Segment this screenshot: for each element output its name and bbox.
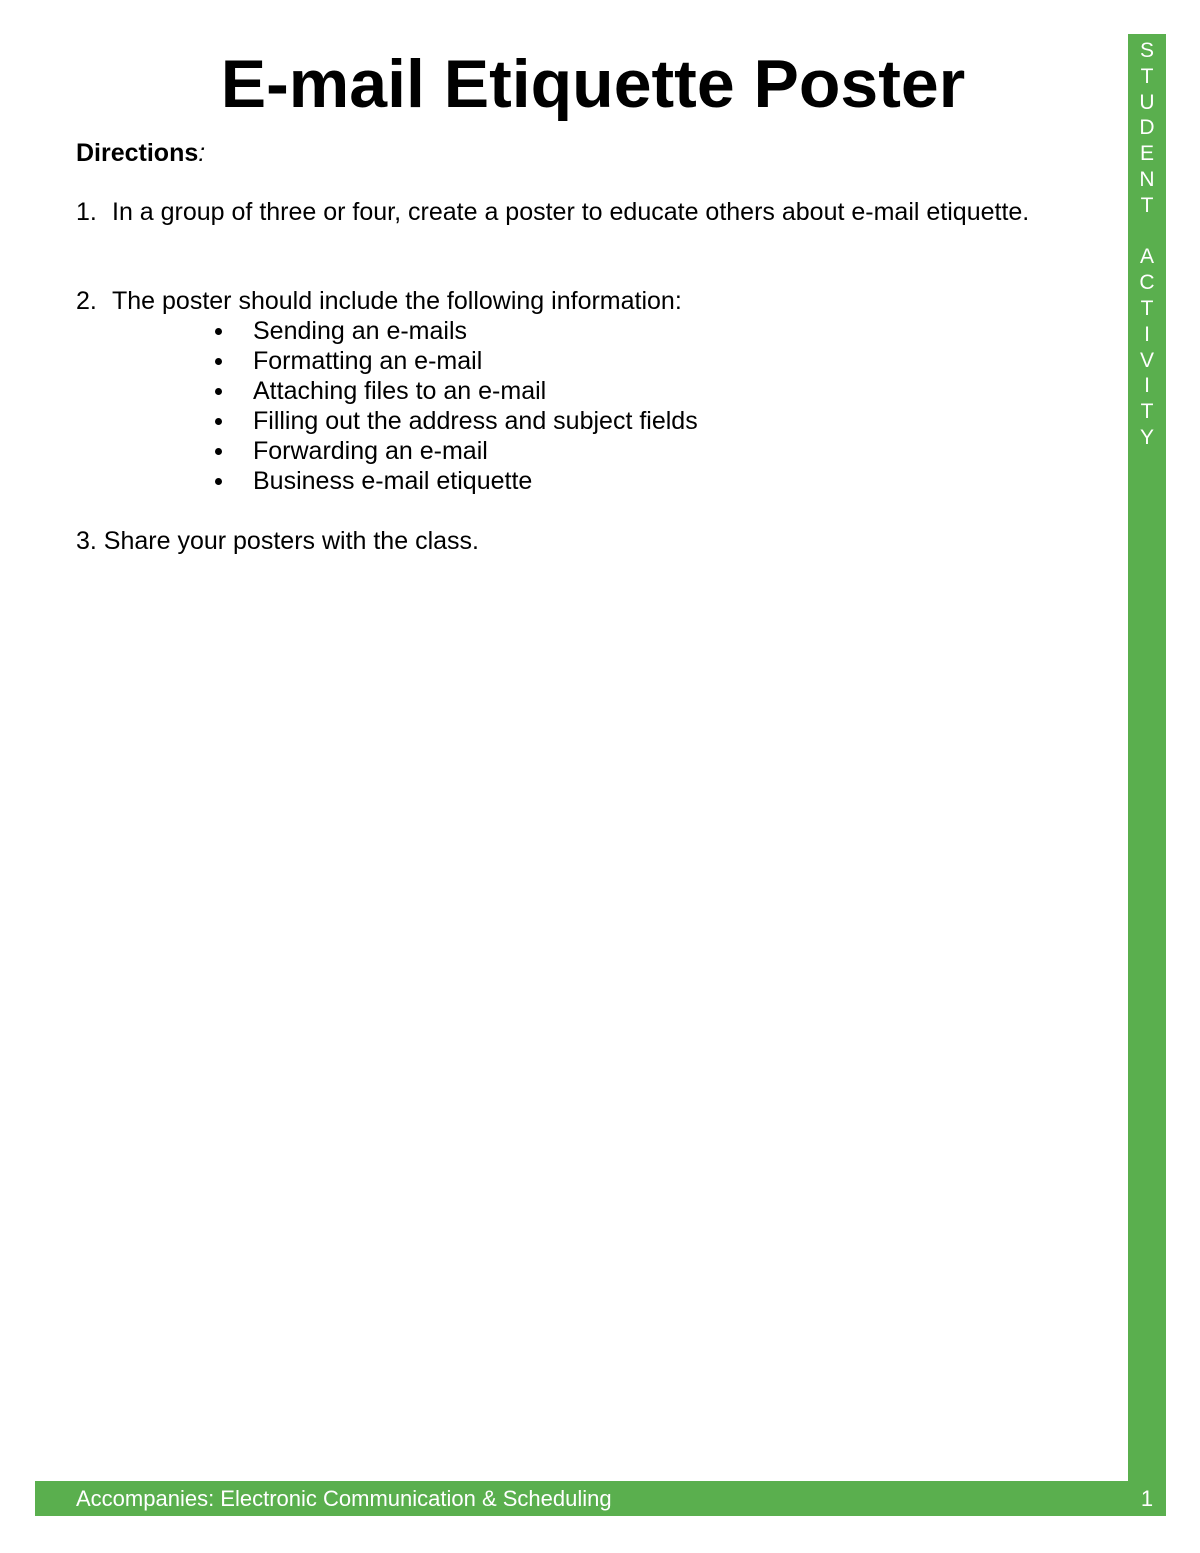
sidebar-letter: T xyxy=(1140,193,1154,217)
list-item xyxy=(210,376,698,406)
list-item xyxy=(210,316,698,346)
page-number: 1 xyxy=(1140,1486,1154,1511)
footer-text: Accompanies: Electronic Communication & Scheduling xyxy=(76,1486,612,1511)
sidebar-letter: A xyxy=(1139,245,1154,269)
page-title: E-mail Etiquette Poster xyxy=(220,46,966,122)
sidebar-letter: V xyxy=(1139,348,1154,372)
sidebar-letter: D xyxy=(1139,116,1155,140)
step-1-text: In a group of three or four, create a poster to educate others about e-mail etiquette. xyxy=(112,198,1030,226)
step-2 xyxy=(76,286,1076,318)
bullet-icon xyxy=(215,418,222,425)
list-item xyxy=(210,436,698,466)
list-item-text: Sending an e-mails xyxy=(253,317,468,345)
bullet-icon xyxy=(215,388,222,395)
sidebar-letter: N xyxy=(1139,167,1155,191)
sidebar-letter: I xyxy=(1144,322,1150,346)
list-item-text: Formatting an e-mail xyxy=(253,347,483,375)
sidebar-letter: Y xyxy=(1139,425,1154,449)
list-item-text: Attaching files to an e-mail xyxy=(253,377,547,405)
step-1-number: 1. xyxy=(76,198,97,226)
sidebar-letter: U xyxy=(1139,90,1155,114)
list-item xyxy=(210,406,698,436)
sidebar-letter: T xyxy=(1140,64,1154,88)
step-2-number: 2. xyxy=(76,287,97,315)
step-2-text: The poster should include the following information: xyxy=(112,287,682,315)
directions-colon: : xyxy=(198,139,206,167)
list-item xyxy=(210,466,698,496)
list-item xyxy=(210,346,698,376)
step-1 xyxy=(76,197,1076,261)
list-item-text: Business e-mail etiquette xyxy=(253,467,533,495)
sidebar-letter: T xyxy=(1140,400,1154,424)
step-3: 3. Share your posters with the class. xyxy=(76,527,479,555)
sidebar-letter xyxy=(1128,219,1166,245)
student-activity-label xyxy=(1128,38,1166,451)
directions-label: Directions xyxy=(76,139,199,167)
bullet-icon xyxy=(215,448,222,455)
sidebar-letter: C xyxy=(1139,271,1155,295)
sidebar-letter: E xyxy=(1139,142,1154,166)
list-item-text: Filling out the address and subject fields xyxy=(253,407,698,435)
sidebar-letter: T xyxy=(1140,296,1154,320)
list-item-text: Forwarding an e-mail xyxy=(253,437,488,465)
bullet-icon xyxy=(215,328,222,335)
sidebar-letter: I xyxy=(1144,374,1150,398)
poster-topics-list xyxy=(210,316,698,496)
sidebar-letter: S xyxy=(1139,39,1154,62)
bullet-icon xyxy=(215,478,222,485)
directions-heading xyxy=(76,137,205,169)
bullet-icon xyxy=(215,358,222,365)
